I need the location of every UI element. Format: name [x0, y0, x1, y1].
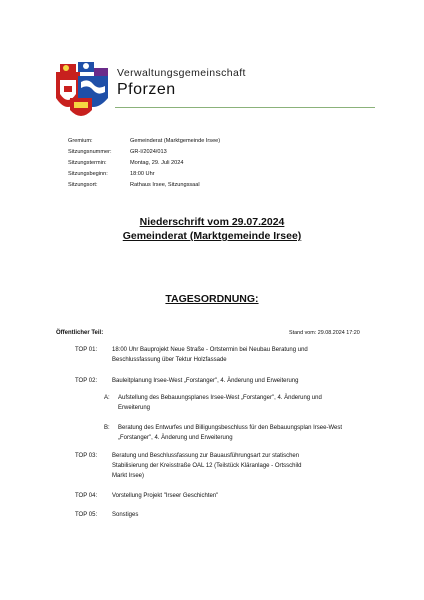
- meta-block: [68, 136, 220, 191]
- agenda-number: TOP 01:: [75, 347, 98, 353]
- meta-row: [68, 169, 220, 180]
- agenda-text: Sonstiges: [112, 512, 139, 518]
- agenda-number: TOP 02:: [75, 378, 98, 384]
- subitem-letter: A:: [104, 395, 110, 401]
- meta-row: [68, 180, 220, 191]
- meta-key: Sitzungsbeginn:: [68, 171, 108, 177]
- agenda-text: Vorstellung Projekt "Irseer Geschichten": [112, 493, 219, 499]
- meta-value: GR-I/2024/013: [130, 149, 167, 155]
- agenda-number: TOP 04:: [75, 493, 98, 499]
- agenda-text: 18:00 Uhr Bauprojekt Neue Straße - Ortstermin bei Neubau Beratung und Beschlussfassung über Tektur Holzfassade: [112, 347, 308, 363]
- status-timestamp: Stand vom: 29.08.2024 17:20: [289, 330, 360, 336]
- meta-key: Sitzungsort:: [68, 182, 98, 188]
- agenda-item-top03: [75, 451, 375, 483]
- meta-key: Gremium:: [68, 138, 93, 144]
- meta-value: Montag, 29. Juli 2024: [130, 160, 184, 166]
- agenda-item-top04: [75, 491, 375, 503]
- subitem-text: Beratung des Entwurfes und Billigungsbeschluss für den Bebauungsplan Irsee-West „Forstanger", 4. Änderung und Erweiterung: [118, 425, 343, 441]
- agenda-item-top05: [75, 510, 375, 522]
- meta-row: [68, 136, 220, 147]
- coat-of-arms-logo: [52, 58, 112, 120]
- agenda-text: Beratung und Beschlussfassung zur Bauausführungsart zur statischen Stabilisierung der Kreisstraße OAL 12 (Teilstück Kläranlage - Ortsschild Markt Irsee): [112, 453, 302, 479]
- meta-row: [68, 158, 220, 169]
- subitem-text: Aufstellung des Bebauungsplanes Irsee-West „Forstanger", 4. Änderung und Erweiterung: [118, 395, 322, 411]
- meta-value: 18:00 Uhr: [130, 171, 155, 177]
- org-line1: Verwaltungsgemeinschaft: [117, 67, 246, 79]
- document-subtitle: Gemeinderat (Marktgemeinde Irsee): [122, 230, 302, 242]
- meta-value: Rathaus Irsee, Sitzungssaal: [130, 182, 200, 188]
- agenda-text: Bauleitplanung Irsee-West „Forstanger", 4. Änderung und Erweiterung: [112, 378, 299, 384]
- section-label: Öffentlicher Teil:: [56, 330, 104, 336]
- meta-row: [68, 147, 220, 158]
- meta-value: Gemeinderat (Marktgemeinde Irsee): [130, 138, 221, 144]
- document-title: Niederschrift vom 29.07.2024: [139, 216, 285, 228]
- agenda-number: TOP 03:: [75, 453, 98, 459]
- agenda-item-top01: [75, 345, 375, 367]
- org-name: Pforzen: [117, 81, 176, 98]
- header-divider: [115, 107, 375, 108]
- subitem-letter: B:: [104, 425, 110, 431]
- meta-key: Sitzungsnummer:: [68, 149, 112, 155]
- meta-key: Sitzungstermin:: [68, 160, 107, 166]
- agenda-item-top02: [75, 376, 375, 388]
- agenda-subitem-b: [104, 423, 354, 445]
- agenda-number: TOP 05:: [75, 512, 98, 518]
- agenda-subitem-a: [104, 393, 354, 415]
- agenda-heading: TAGESORDNUNG:: [165, 293, 259, 305]
